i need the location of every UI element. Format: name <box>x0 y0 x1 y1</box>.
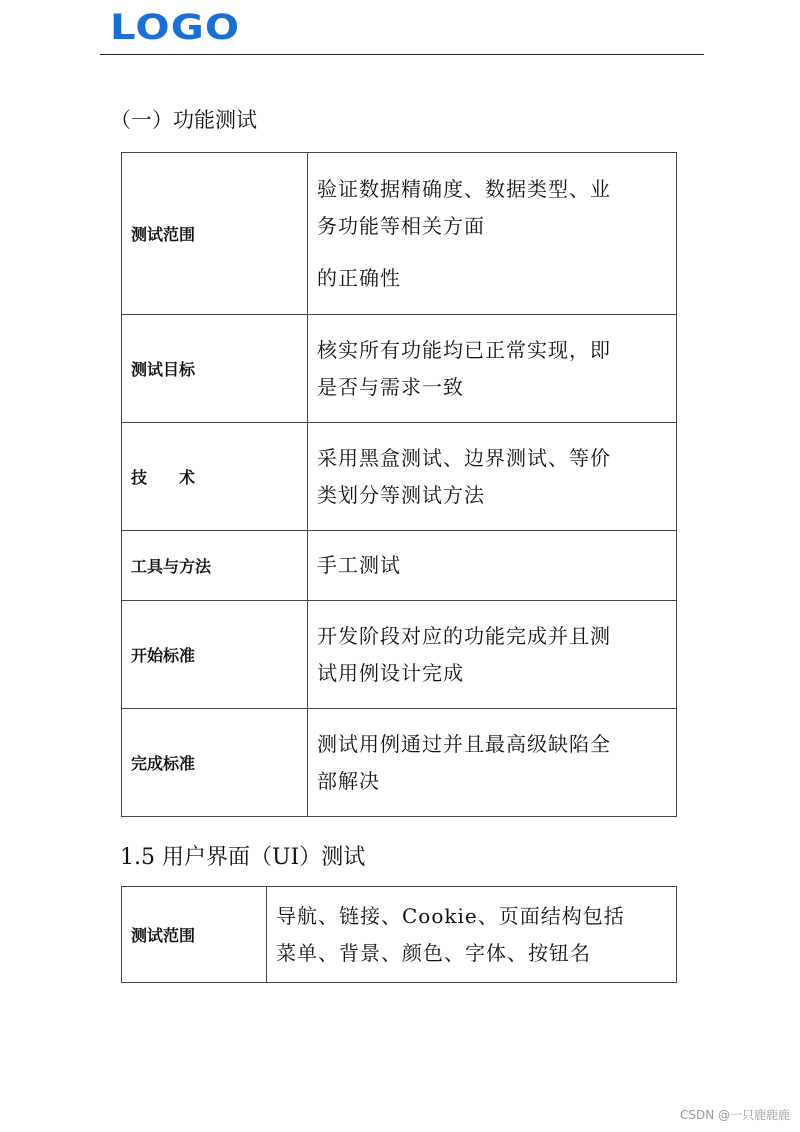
table-row <box>122 153 677 315</box>
row-value <box>308 709 677 817</box>
table-row <box>122 709 677 817</box>
value-line: 导航、链接、Cookie、页面结构包括 <box>276 903 625 928</box>
watermark: CSDN @一只鹿鹿鹿 <box>679 1108 790 1122</box>
row-value <box>308 601 677 709</box>
row-label: 测试目标 <box>122 315 308 423</box>
header-divider <box>100 54 704 55</box>
value-line: 试用例设计完成 <box>317 660 464 685</box>
row-value <box>308 315 677 423</box>
subsection-heading: 1.5 用户界面（UI）测试 <box>120 845 366 870</box>
value-line: 务功能等相关方面 <box>317 213 485 238</box>
table-row <box>122 423 677 531</box>
row-label: 开始标准 <box>122 601 308 709</box>
row-value <box>308 531 677 601</box>
value-line: 测试用例通过并且最高级缺陷全 <box>317 731 611 756</box>
value-line: 验证数据精确度、数据类型、业 <box>317 176 611 201</box>
row-value <box>308 153 677 315</box>
value-line: 菜单、背景、颜色、字体、按钮名 <box>276 940 591 965</box>
logo: LOGO <box>110 8 241 48</box>
value-line: 是否与需求一致 <box>317 374 464 399</box>
row-label: 完成标准 <box>122 709 308 817</box>
row-label: 测试范围 <box>122 887 267 983</box>
value-line: 开发阶段对应的功能完成并且测 <box>317 623 611 648</box>
table-row <box>122 601 677 709</box>
value-line: 采用黑盒测试、边界测试、等价 <box>317 445 611 470</box>
section-heading: （一）功能测试 <box>110 108 257 132</box>
row-label: 工具与方法 <box>122 531 308 601</box>
row-label: 测试范围 <box>122 153 308 315</box>
value-line: 核实所有功能均已正常实现，即 <box>317 337 611 362</box>
value-line: 类划分等测试方法 <box>317 482 485 507</box>
table-row <box>122 315 677 423</box>
row-value <box>267 887 677 983</box>
row-label: 技 术 <box>122 423 308 531</box>
value-line: 的正确性 <box>317 265 401 290</box>
table-row <box>122 887 677 983</box>
value-line: 部解决 <box>317 768 380 793</box>
value-line: 手工测试 <box>317 553 401 577</box>
function-test-table <box>121 152 677 817</box>
table-row <box>122 531 677 601</box>
ui-test-table <box>121 886 677 983</box>
row-value <box>308 423 677 531</box>
